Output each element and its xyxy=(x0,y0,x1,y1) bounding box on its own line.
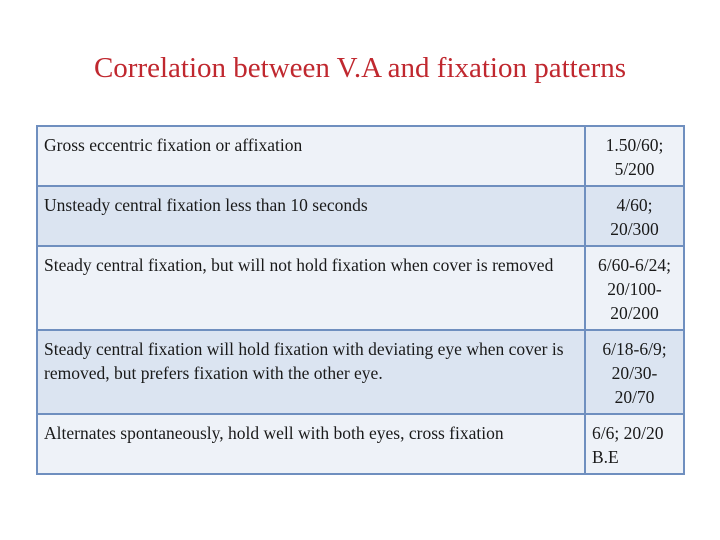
visual-acuity-cell: 6/60-6/24; 20/100-20/200 xyxy=(585,246,684,330)
fixation-pattern-cell: Steady central fixation will hold fixation with deviating eye when cover is removed, but prefers fixation with the other eye. xyxy=(37,330,585,414)
table-row xyxy=(37,126,684,186)
visual-acuity-cell: 6/6; 20/20 B.E xyxy=(585,414,684,474)
table-row xyxy=(37,186,684,246)
table-row xyxy=(37,246,684,330)
fixation-pattern-cell: Unsteady central fixation less than 10 seconds xyxy=(37,186,585,246)
fixation-pattern-cell: Alternates spontaneously, hold well with both eyes, cross fixation xyxy=(37,414,585,474)
fixation-pattern-cell: Steady central fixation, but will not hold fixation when cover is removed xyxy=(37,246,585,330)
visual-acuity-cell: 1.50/60; 5/200 xyxy=(585,126,684,186)
fixation-pattern-cell: Gross eccentric fixation or affixation xyxy=(37,126,585,186)
table-row xyxy=(37,414,684,474)
visual-acuity-cell: 6/18-6/9; 20/30-20/70 xyxy=(585,330,684,414)
slide-title: Correlation between V.A and fixation patterns xyxy=(93,52,627,84)
visual-acuity-cell: 4/60; 20/300 xyxy=(585,186,684,246)
fixation-va-table xyxy=(36,125,685,475)
table-row xyxy=(37,330,684,414)
